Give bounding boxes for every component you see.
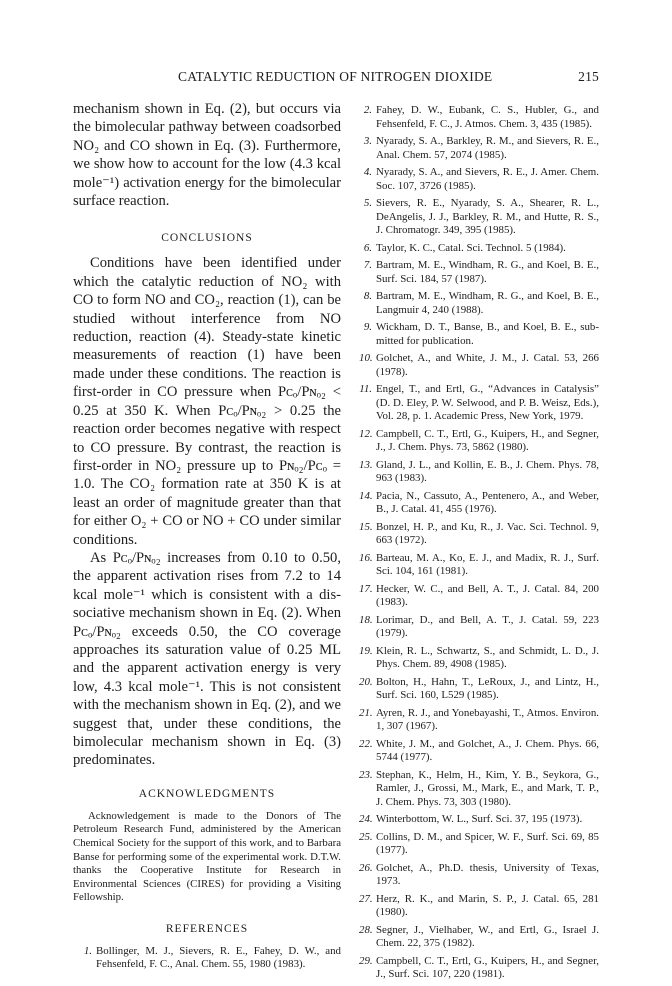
reference-text: Engel, T., and Ertl, G., “Advances in Catalysis” (D. D. Eley, P. W. Selwood, and P. B. Weisz, Eds.), Vol. 28, p. 1. Academic Press, New York, 1979. — [376, 383, 599, 422]
reference-item — [359, 707, 599, 734]
reference-number: 25. — [359, 830, 373, 843]
reference-number: 17. — [359, 582, 373, 595]
reference-text: Bonzel, H. P., and Ku, R., J. Vac. Sci. Technol. 9, 663 (1972). — [376, 520, 599, 546]
reference-item — [359, 383, 599, 424]
reference-item — [359, 459, 599, 486]
reference-text: Fahey, D. W., Eubank, C. S., Hubler, G., and Fehsenfeld, F. C., J. Atmos. Chem. 3, 435 (1985). — [376, 104, 599, 130]
reference-item — [359, 738, 599, 765]
reference-number: 10. — [359, 352, 373, 364]
conclusions-paragraph-1: Conditions have been identified under which the catalytic reduction of NO₂ with CO to form NO and CO₂, reaction (1), can be studied without interference from NO reduction, reaction (4). Steady-state kinetic measurements of reaction (1) have been made under these conditions. The reaction is first-order in CO pressure when Pᴄₒ/Pɴₒ₂ < 0.25 at 350 K. When Pᴄₒ/Pɴₒ₂ > 0.25 the reaction order becomes negative with respect to CO pressure. By contrast, the reaction is first-order in NO₂ pressure up to Pɴₒ₂/Pᴄₒ = 1.0. The CO₂ formation rate at 350 K is at least an order of magnitude greater than that for either O₂ + CO or NO + CO under similar conditions. — [73, 255, 341, 548]
reference-number: 27. — [359, 892, 373, 905]
reference-number: 7. — [363, 259, 372, 271]
reference-text: Lorimar, D., and Bell, A. T., J. Catal. 59, 223 (1979). — [376, 613, 599, 639]
reference-number: 5. — [363, 197, 372, 209]
reference-item — [359, 428, 599, 455]
reference-number: 1. — [83, 944, 92, 957]
reference-text: Bolton, H., Hahn, T., LeRoux, J., and Lintz, H., Surf. Sci. 160, L529 (1985). — [376, 675, 599, 701]
acknowledgments-text: Acknowledgement is made to the Donors of The Petroleum Research Fund, administered by the American Chemical Society for the support of this work, and to Barbara Banse for performing some of the experimental work. D.T.W. thanks the Cooperative Institute for Research in Environmental Sciences (CIRES) for providing a Visiting Fellowship. — [73, 809, 341, 904]
reference-item — [359, 769, 599, 810]
reference-text: Klein, R. L., Schwartz, S., and Schmidt, L. D., J. Phys. Chem. 89, 4908 (1985). — [376, 644, 599, 670]
reference-item — [359, 104, 599, 131]
reference-text: Pacia, N., Cassuto, A., Pentenero, A., and Weber, B., J. Catal. 41, 455 (1976). — [376, 489, 599, 515]
reference-item — [359, 242, 599, 256]
reference-number: 4. — [363, 166, 372, 178]
reference-item — [359, 197, 599, 238]
reference-number: 26. — [359, 861, 373, 874]
reference-item — [359, 924, 599, 951]
reference-text: Ayren, R. J., and Yonebayashi, T., Atmos. Environ. 1, 307 (1967). — [376, 706, 599, 732]
reference-text: Wickham, D. T., Banse, B., and Koel, B. E., submitted for publication. — [376, 321, 599, 347]
acknowledgments-heading: ACKNOWLEDGMENTS — [138, 787, 276, 800]
reference-item — [359, 583, 599, 610]
reference-text: Bartram, M. E., Windham, R. G., and Koel, B. E., Surf. Sci. 184, 57 (1987). — [376, 259, 599, 285]
page-number: 215 — [578, 69, 599, 84]
reference-item — [359, 352, 599, 379]
reference-text: Campbell, C. T., Ertl, G., Kuipers, H., and Segner, J., Surf. Sci. 107, 220 (1981). — [376, 954, 599, 980]
reference-text: Nyarady, S. A., and Sievers, R. E., J. Amer. Chem. Soc. 107, 3726 (1985). — [376, 166, 599, 192]
reference-number: 8. — [363, 290, 372, 302]
reference-text: Bartram, M. E., Windham, R. G., and Koel, B. E., Langmuir 4, 240 (1988). — [376, 290, 599, 316]
reference-item — [359, 831, 599, 858]
reference-item — [359, 955, 599, 982]
reference-number: 9. — [363, 321, 372, 333]
reference-number: 18. — [359, 613, 373, 626]
reference-item — [359, 813, 599, 827]
reference-item — [359, 521, 599, 548]
reference-number: 23. — [359, 768, 373, 781]
reference-text: Herz, R. K., and Marin, S. P., J. Catal. 65, 281 (1980). — [376, 892, 599, 918]
reference-text: Collins, D. M., and Spicer, W. F., Surf. Sci. 69, 85 (1977). — [376, 830, 599, 856]
reference-number: 21. — [359, 706, 373, 719]
reference-item — [359, 290, 599, 317]
reference-item — [359, 614, 599, 641]
references-heading: REFERENCES — [165, 922, 249, 935]
reference-number: 12. — [359, 427, 373, 440]
reference-text: Sievers, R. E., Nyarady, S. A., Shearer, R. L., DeAngelis, J. J., Barkley, R. M., and Hutte, R. S., J. Chromatogr. 349, 395 (1985). — [376, 197, 599, 236]
reference-item — [359, 645, 599, 672]
reference-number: 13. — [359, 458, 373, 471]
reference-item — [359, 321, 599, 348]
reference-number: 2. — [363, 104, 372, 116]
reference-text: Golchet, A., Ph.D. thesis, University of Texas, 1973. — [376, 861, 599, 887]
reference-number: 16. — [359, 551, 373, 564]
reference-number: 28. — [359, 923, 373, 936]
reference-number: 15. — [359, 520, 373, 533]
reference-item — [79, 945, 341, 972]
right-column — [359, 104, 599, 986]
reference-number: 20. — [359, 675, 373, 688]
reference-text: Winterbottom, W. L., Surf. Sci. 37, 195 (1973). — [376, 813, 583, 825]
reference-text: Campbell, C. T., Ertl, G., Kuipers, H., and Segner, J., J. Chem. Phys. 73, 5862 (1980). — [376, 427, 599, 453]
reference-number: 24. — [359, 813, 373, 825]
conclusions-heading: CONCLUSIONS — [161, 232, 253, 245]
reference-item — [359, 135, 599, 162]
reference-text: Hecker, W. C., and Bell, A. T., J. Catal. 84, 200 (1983). — [376, 582, 599, 608]
reference-item — [359, 676, 599, 703]
reference-number: 29. — [359, 954, 373, 967]
reference-number: 22. — [359, 737, 373, 750]
reference-text: Taylor, K. C., Catal. Sci. Technol. 5 (1984). — [376, 241, 566, 254]
reference-text: Barteau, M. A., Ko, E. J., and Madix, R. J., Surf. Sci. 104, 161 (1981). — [376, 551, 599, 577]
reference-number: 14. — [359, 489, 373, 502]
reference-text: White, J. M., and Golchet, A., J. Chem. Phys. 66, 5744 (1977). — [376, 737, 599, 763]
reference-number: 6. — [363, 241, 372, 254]
reference-item — [359, 893, 599, 920]
left-column — [73, 100, 341, 976]
reference-text: Segner, J., Vielhaber, W., and Ertl, G., Israel J. Chem. 22, 375 (1982). — [376, 923, 599, 949]
reference-text: Stephan, K., Helm, H., Kim, Y. B., Seykora, G., Ramler, J., Grossi, M., Mark, E., and Mark, T. P., J. Chem. Phys. 73, 303 (1980). — [376, 768, 599, 808]
intro-paragraph: mechanism shown in Eq. (2), but occurs via the bimolecular pathway between coadsorbed NO₂ and CO shown in Eq. (3). Furthermore, we show how to account for the low (4.3 kcal mole⁻¹) activation energy for the bimolecular surface reaction. — [73, 101, 341, 210]
running-head — [0, 69, 672, 89]
reference-text: Bollinger, M. J., Sievers, R. E., Fahey, D. W., and Fehsenfeld, F. C., Anal. Chem. 55, 1980 (1983). — [96, 944, 341, 971]
reference-number: 19. — [359, 644, 373, 657]
reference-text: Nyarady, S. A., Barkley, R. M., and Sievers, R. E., Anal. Chem. 57, 2074 (1985). — [376, 135, 599, 161]
reference-number: 3. — [363, 135, 372, 147]
reference-item — [359, 552, 599, 579]
reference-item — [359, 490, 599, 517]
reference-text: Gland, J. L., and Kollin, E. B., J. Chem. Phys. 78, 963 (1983). — [376, 458, 599, 484]
reference-item — [359, 166, 599, 193]
conclusions-paragraph-2: As Pᴄₒ/Pɴₒ₂ increases from 0.10 to 0.50, the apparent activation rises from 7.2 to 14 kcal mole⁻¹ which is consistent with a dissociative mechanism shown in Eq. (2). When Pᴄₒ/Pɴₒ₂ exceeds 0.50, the CO coverage approaches its saturation value of 0.25 ML and the apparent activation energy is very low, 4.3 kcal mole⁻¹. This is not consistent with the mechanism shown in Eq. (2), and we suggest that, under these conditions, the bimolecular mechanism shown in Eq. (3) predominates. — [73, 549, 341, 769]
reference-number: 11. — [359, 383, 372, 395]
reference-text: Golchet, A., and White, J. M., J. Catal. 53, 266 (1978). — [376, 352, 599, 378]
running-title: CATALYTIC REDUCTION OF NITROGEN DIOXIDE — [178, 69, 493, 84]
reference-item — [359, 259, 599, 286]
reference-item — [359, 862, 599, 889]
